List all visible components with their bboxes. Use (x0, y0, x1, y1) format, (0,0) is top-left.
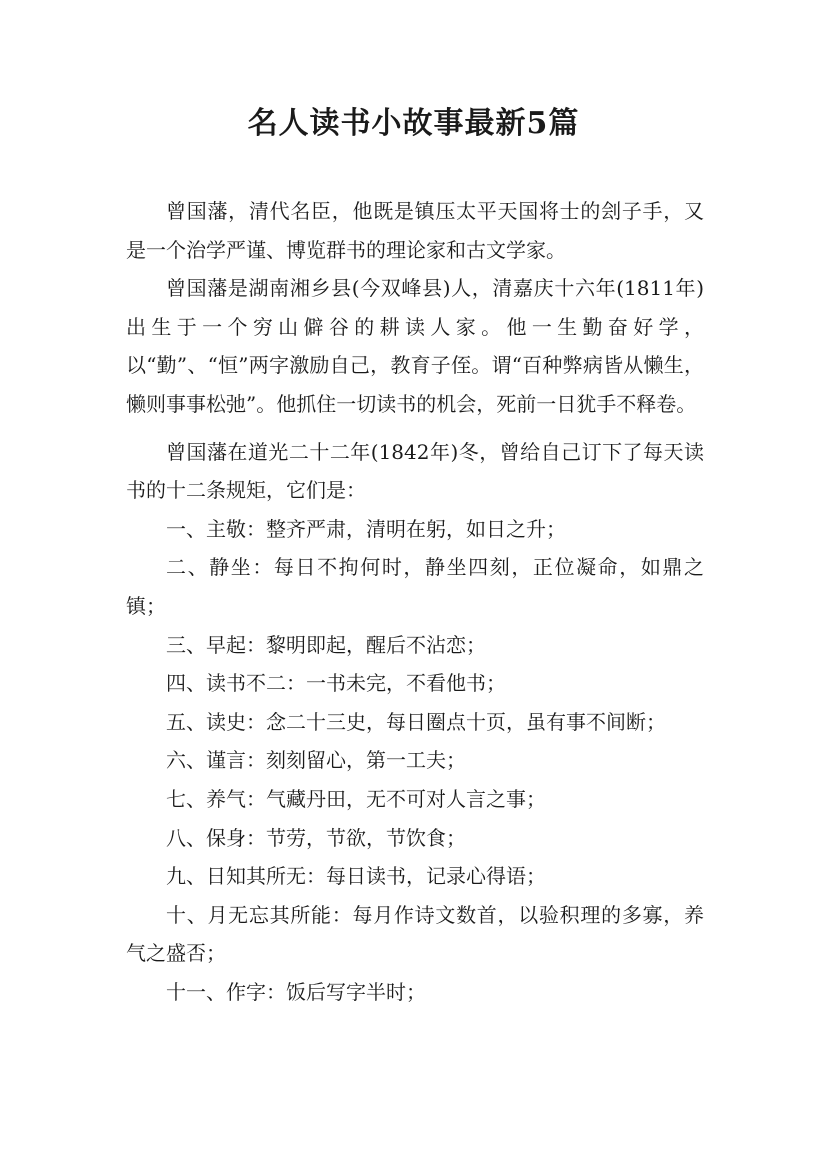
rule-item-4: 四、读书不二：一书未完，不看他书； (166, 671, 506, 696)
rule-item-2: 二、静坐：每日不拘何时，静坐四刻，正位凝命，如鼎之镇； (126, 555, 704, 618)
rule-item-7: 七、养气：气藏丹田，无不可对人言之事； (166, 786, 546, 811)
rule-item-8: 八、保身：节劳，节欲，节饮食； (166, 825, 466, 850)
paragraph-biography: 曾国藩是湖南湘乡县(今双峰县)人，清嘉庆十六年(1811年)出生于一个穷山僻谷的耕读人家。他一生勤奋好学，以“勤”、“恒”两字激励自己，教育子侄。谓“百种弊病皆从懒生，懒则事事松弛”。他抓住一切读书的机会，死前一日犹手不释卷。 (126, 276, 704, 416)
rule-item-11: 十一、作字：饭后写字半时； (166, 979, 426, 1004)
paragraph-rules-intro: 曾国藩在道光二十二年(1842年)冬，曾给自己订下了每天读书的十二条规矩，它们是： (126, 439, 704, 503)
document-body (126, 192, 704, 1011)
paragraph-intro: 曾国藩，清代名臣，他既是镇压太平天国将士的刽子手，又是一个治学严谨、博览群书的理论家和古文学家。 (126, 199, 704, 262)
rule-item-5: 五、读史：念二十三史，每日圈点十页，虽有事不间断； (166, 709, 666, 734)
rule-item-6: 六、谨言：刻刻留心，第一工夫； (166, 748, 466, 773)
rule-item-9: 九、日知其所无：每日读书，记录心得语； (166, 864, 546, 889)
rule-item-10: 十、月无忘其所能：每月作诗文数首，以验积理的多寡，养气之盛否； (126, 902, 704, 966)
rule-item-1: 一、主敬：整齐严肃，清明在躬，如日之升； (166, 516, 566, 541)
document-title: 名人读书小故事最新5篇 (247, 106, 580, 141)
rule-item-3: 三、早起：黎明即起，醒后不沾恋； (166, 632, 486, 657)
